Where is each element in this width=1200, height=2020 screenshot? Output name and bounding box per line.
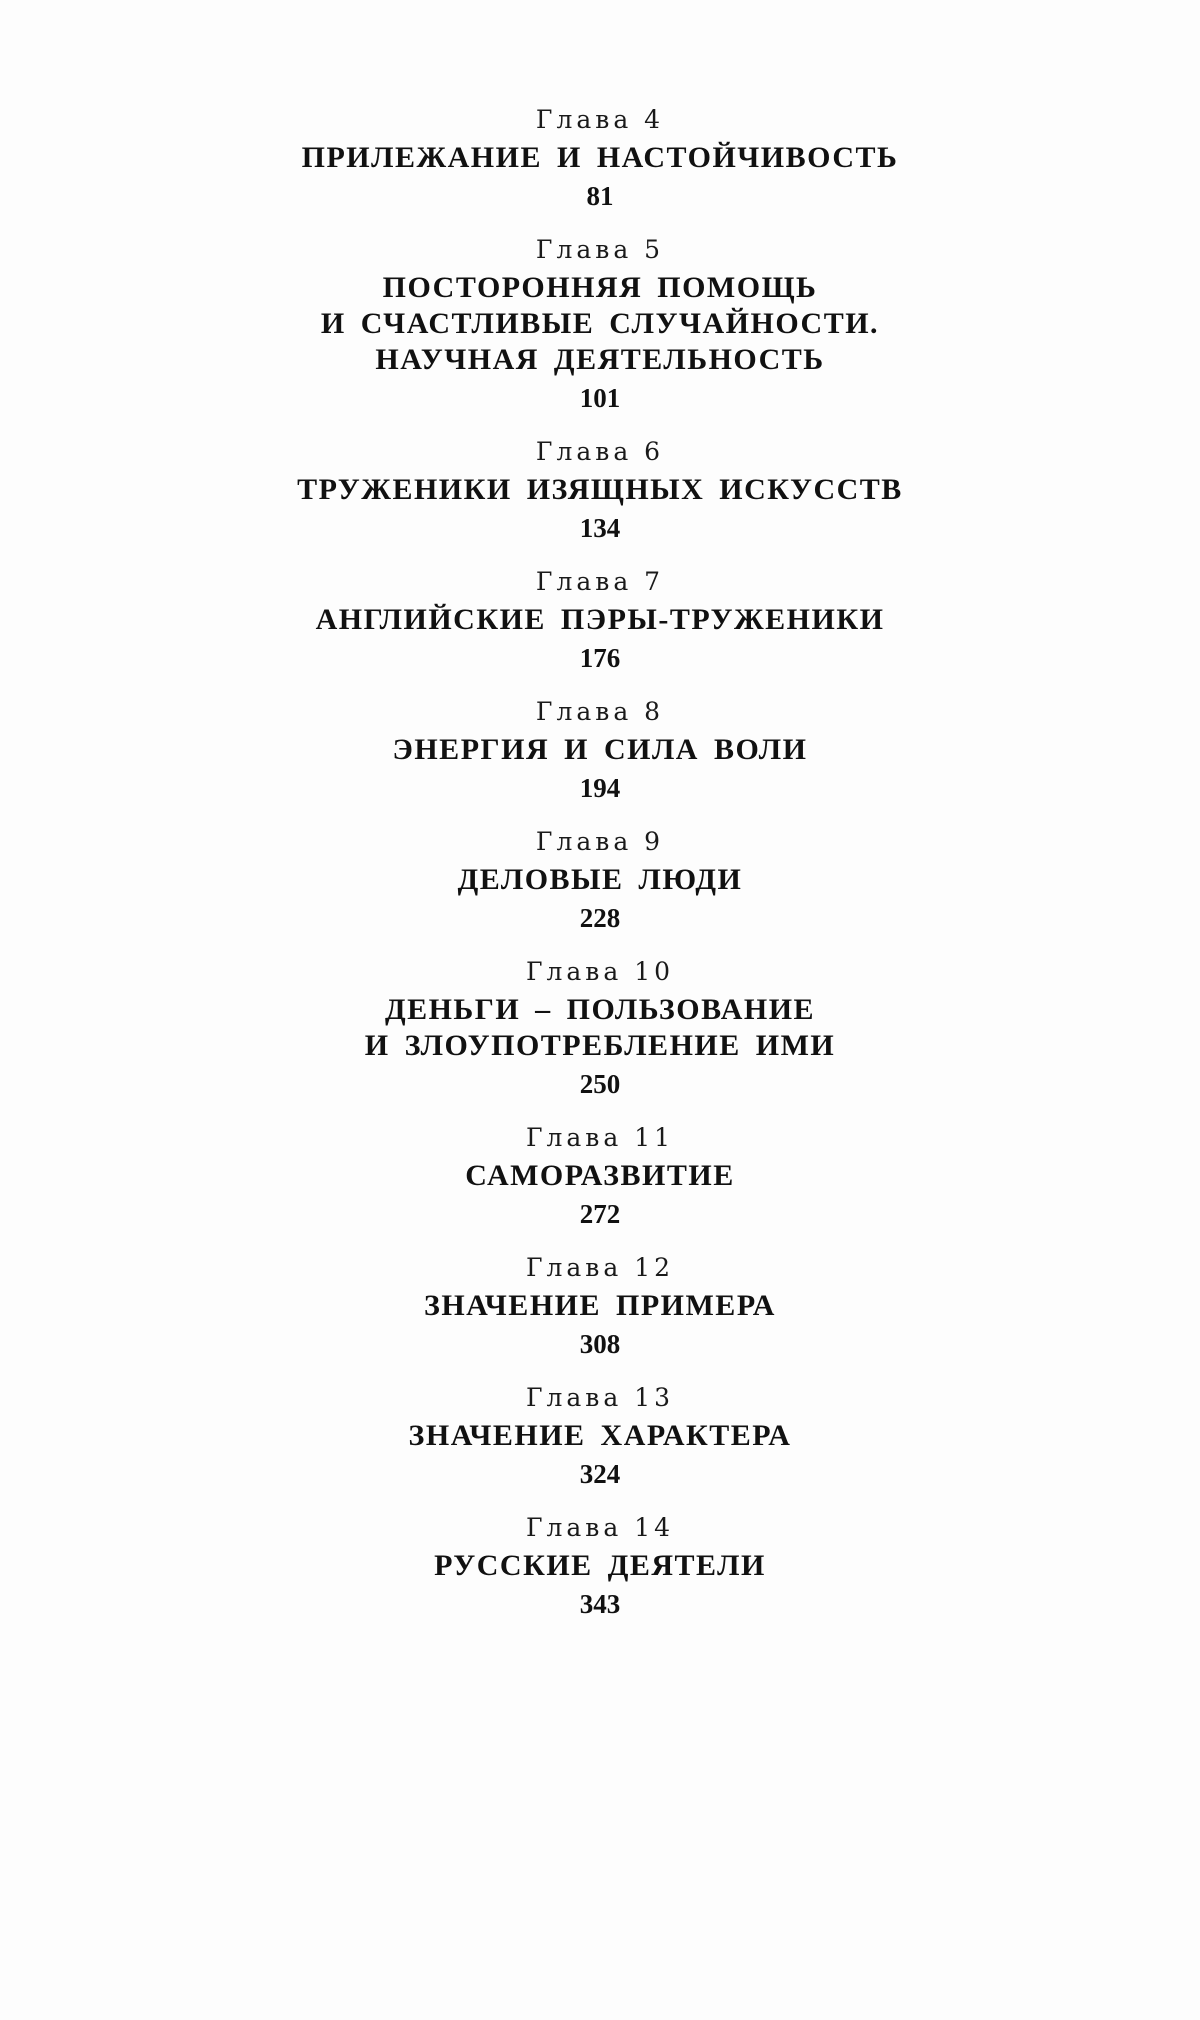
toc-entry-chapter-10 (365, 954, 836, 1104)
toc-entry-chapter-11 (465, 1120, 734, 1234)
chapter-label: Глава 5 (535, 235, 665, 264)
page-number: 176 (579, 643, 621, 673)
chapter-label: Глава 14 (525, 1513, 675, 1542)
chapter-title: ЗНАЧЕНИЕ ПРИМЕРА (424, 1289, 776, 1322)
chapter-label: Глава 10 (525, 957, 675, 986)
chapter-title: ПРИЛЕЖАНИЕ И НАСТОЙЧИВОСТЬ (301, 141, 899, 174)
chapter-label: Глава 7 (535, 567, 665, 596)
chapter-title: АНГЛИЙСКИЕ ПЭРЫ-ТРУЖЕНИКИ (315, 603, 885, 636)
toc-entry-chapter-8 (393, 694, 808, 808)
toc-entry-chapter-7 (316, 564, 885, 678)
chapter-title: ТРУЖЕНИКИ ИЗЯЩНЫХ ИСКУССТВ (297, 473, 903, 506)
chapter-title: ЭНЕРГИЯ И СИЛА ВОЛИ (392, 733, 808, 766)
chapter-title-line-1: ПОСТОРОННЯЯ ПОМОЩЬ (382, 271, 818, 304)
toc-entry-chapter-5 (321, 232, 879, 418)
toc-entry-chapter-9 (458, 824, 743, 938)
toc-entry-chapter-6 (297, 434, 903, 548)
chapter-title-line-2: И СЧАСТЛИВЫЕ СЛУЧАЙНОСТИ. (320, 307, 880, 340)
page-number: 194 (579, 773, 621, 803)
chapter-title-line-1: ДЕНЬГИ – ПОЛЬЗОВАНИЕ (384, 993, 816, 1026)
chapter-label: Глава 12 (525, 1253, 675, 1282)
page-number: 250 (579, 1069, 621, 1099)
page-number: 134 (579, 513, 621, 543)
page-number: 228 (579, 903, 621, 933)
chapter-title: САМОРАЗВИТИЕ (465, 1159, 735, 1192)
page-number: 81 (586, 181, 614, 211)
chapter-label: Глава 9 (535, 827, 665, 856)
chapter-title-line-2: И ЗЛОУПОТРЕБЛЕНИЕ ИМИ (364, 1029, 836, 1062)
chapter-label: Глава 6 (535, 437, 665, 466)
chapter-label: Глава 13 (525, 1383, 675, 1412)
chapter-title: ЗНАЧЕНИЕ ХАРАКТЕРА (408, 1419, 792, 1452)
chapter-title: ДЕЛОВЫЕ ЛЮДИ (457, 863, 743, 896)
page-number: 272 (579, 1199, 621, 1229)
toc-entry-chapter-4 (302, 102, 899, 216)
toc-entry-chapter-12 (424, 1250, 776, 1364)
toc-entry-chapter-13 (409, 1380, 792, 1494)
page-number: 308 (579, 1329, 621, 1359)
page-number: 324 (579, 1459, 621, 1489)
page-number: 343 (579, 1589, 621, 1619)
chapter-label: Глава 4 (535, 105, 665, 134)
chapter-label: Глава 8 (535, 697, 665, 726)
chapter-title: РУССКИЕ ДЕЯТЕЛИ (434, 1549, 766, 1582)
chapter-title-line-3: НАУЧНАЯ ДЕЯТЕЛЬНОСТЬ (375, 343, 825, 376)
chapter-label: Глава 11 (525, 1123, 675, 1152)
toc-entry-chapter-14 (434, 1510, 766, 1624)
page-number: 101 (579, 383, 621, 413)
table-of-contents (0, 102, 1200, 1640)
